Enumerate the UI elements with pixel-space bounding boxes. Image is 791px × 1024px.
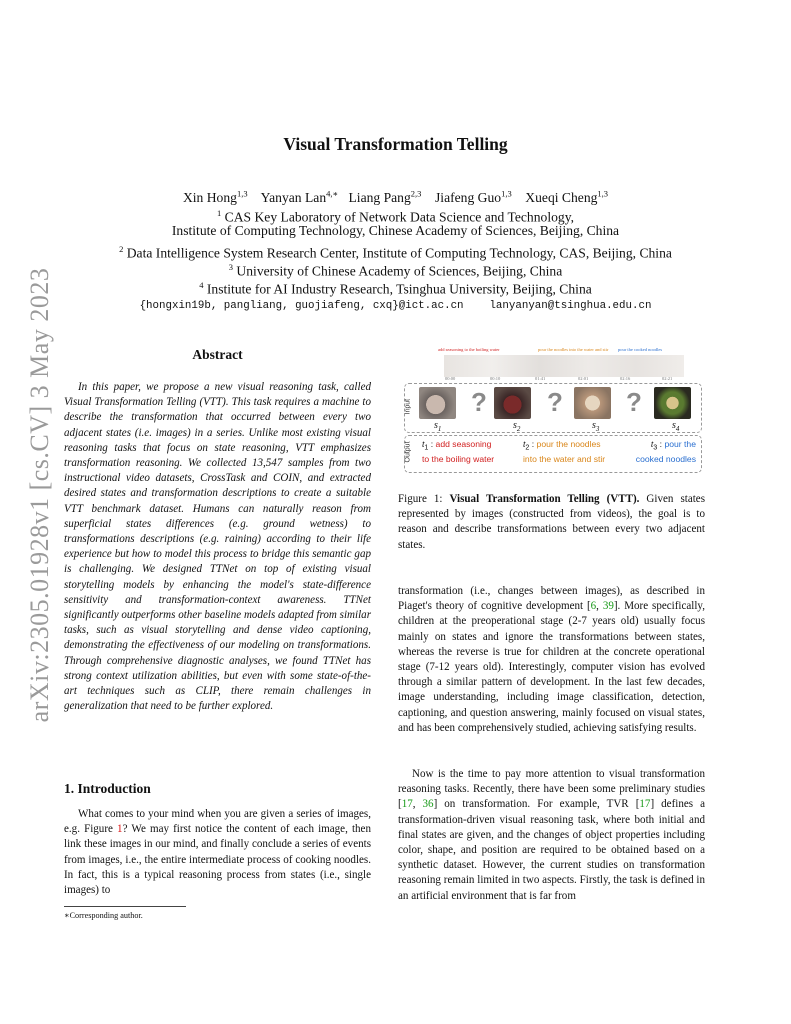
figure-1 — [402, 347, 702, 477]
input-label: Input — [404, 398, 412, 415]
question-mark-icon: ? — [626, 387, 642, 417]
timestamp: 02:01 — [578, 376, 589, 381]
affiliation: Institute of Computing Technology, Chinese Academy of Sciences, Beijing, China — [171, 223, 620, 238]
body-paragraph: transformation (i.e., changes between images), as described in Piaget's theory of cognitive development [6, 39]. More specifically, children at the preoperational stage (2-7 years old) usually focus mainly on states and ignore the transformations between states, whereas the reverse is true for children at the concrete operational stage (7-12 years old). Interestingly, computer vision has evolved through a similar pattern of development. In the last few decades, image understanding, including image classification, detection, captioning, and question answering, mainly focused on visual states, and has been comprehensively studied, achieving satisfying results. — [398, 585, 705, 734]
citation-link[interactable]: 17 — [639, 798, 651, 811]
figure-top-label: pour the cooked noodles — [618, 347, 663, 352]
abstract-text: In this paper, we propose a new visual reasoning task, called Visual Transformation Telling (VTT). This task requires a machine to describe the transformation that occurred between every two adjacent states (i.e. images) in a series. Unlike most existing visual reasoning tasks that focus on state reasoning, VTT emphasizes transformation reasoning. We collected 13,547 samples from two instructional video datasets, CrossTask and COIN, and extracted desired states and transformation descriptions to create a suitable VTT benchmark dataset. Humans can naturally reason from superficial states differences (e.g. ground wetness) to transformations descriptions (e.g. raining) according to their life experience but how to model this process to bridge this semantic gap is challenging. We designed TTNet on top of existing visual storytelling models by enhancing the model's state-difference sensitivity and transformation-context awareness. TTNet significantly outperforms other baseline models adapted from similar tasks, such as visual storytelling and dense video captioning, demonstrating the effectiveness of our modeling on transformations. Through comprehensive diagnostic analyses, we found TTNet has strong context utilization abilities, but even with some state-of-the-art techniques such as CLIP, there remain challenges in generalization that need to be further explored. — [64, 381, 371, 713]
state-label: $s_3$ — [592, 420, 600, 433]
affiliation: $^1$ CAS Key Laboratory of Network Data Science and Technology, — [216, 208, 575, 225]
arxiv-id: arXiv:2305.01928v1 [cs.CV] 3 May 2023 — [25, 267, 54, 723]
state-image-1 — [419, 387, 456, 419]
author: Xueqi Cheng$^{1,3}$ — [525, 188, 609, 205]
state-label: $s_1$ — [434, 420, 442, 433]
paper-title: Visual Transformation Telling — [283, 134, 508, 154]
timestamp: 01:41 — [535, 376, 546, 381]
transformation-output: $t_1$ : add seasoning to the boiling water — [422, 439, 495, 464]
author: Xin Hong$^{1,3}$ — [182, 188, 248, 205]
body-paragraph: Now is the time to pay more attention to visual transformation reasoning tasks. Recently, there have been some preliminary studies [17, 36] on transformation. For example, TVR [17] defines a transformation-driven visual reasoning task, where both initial and final states are given, and the changes of object properties including color, shape, and position are required to be obtained based on a synthetic dataset. However, the current studies on transformation reasoning remain limited in two aspects. Firstly, the task is defined in an artificial environment that is far from — [398, 768, 705, 902]
figure-top-label: pour the noodles into the water and stir — [538, 347, 609, 352]
timestamp: 00:00 — [445, 376, 456, 381]
timestamp: 02:21 — [662, 376, 673, 381]
state-image-4 — [654, 387, 691, 419]
affiliation: $^2$ Data Intelligence System Research Center, Institute of Computing Technology, CAS, Beijing, China — [119, 244, 672, 261]
video-frame-strip — [444, 355, 684, 377]
citation-link[interactable]: 36 — [422, 798, 434, 811]
intro-paragraph: What comes to your mind when you are given a series of images, e.g. Figure 1? We may first notice the content of each image, then link these images in our mind, and finally conclude a series of events from images, i.e., the entire intermediate process of cooking noodles. In fact, this is a typical reasoning process from states (i.e., single images) to — [64, 808, 371, 897]
footnote: ∗Corresponding author. — [64, 911, 143, 920]
affiliation: $^3$ University of Chinese Academy of Sciences, Beijing, China — [228, 262, 563, 279]
intro-heading: 1. Introduction — [64, 781, 151, 796]
state-label: $s_2$ — [513, 420, 521, 433]
footnote-rule — [64, 906, 186, 907]
figure-ref-link[interactable]: 1 — [117, 823, 123, 836]
state-image-3 — [574, 387, 611, 419]
citation-link[interactable]: 6 — [590, 600, 597, 613]
question-mark-icon: ? — [471, 387, 487, 417]
affiliation: $^4$ Institute for AI Industry Research, Tsinghua University, Beijing, China — [199, 280, 592, 297]
author-emails: {hongxin19b, pangliang, guojiafeng, cxq}@ict.ac.cn lanyanyan@tsinghua.edu.cn — [139, 300, 652, 312]
state-label: $s_4$ — [672, 420, 680, 433]
author: Yanyan Lan$^{4,∗}$ — [260, 188, 339, 205]
figure-caption: Figure 1: Visual Transformation Telling (VTT). Given states represented by images (constructed from videos), the goal is to reason and describe transformations between every two adjacent states. — [398, 493, 705, 551]
state-image-2 — [494, 387, 531, 419]
arxiv-sidebar — [20, 267, 60, 723]
transformation-output: $t_3$ : pour the cooked noodles — [635, 439, 696, 464]
citation-link[interactable]: 39 — [602, 600, 614, 613]
figure-top-label: add seasoning to the boiling water — [438, 347, 500, 352]
abstract-heading: Abstract — [192, 347, 243, 362]
question-mark-icon: ? — [547, 387, 563, 417]
citation-link[interactable]: 17 — [401, 798, 413, 811]
transformation-output: $t_2$ : pour the noodles into the water and stir — [523, 439, 606, 464]
output-label: Output — [404, 441, 412, 463]
timestamp: 00:10 — [490, 376, 501, 381]
author: Liang Pang$^{2,3}$ — [348, 188, 422, 205]
timestamp: 02:16 — [620, 376, 631, 381]
author: Jiafeng Guo$^{1,3}$ — [435, 188, 512, 205]
